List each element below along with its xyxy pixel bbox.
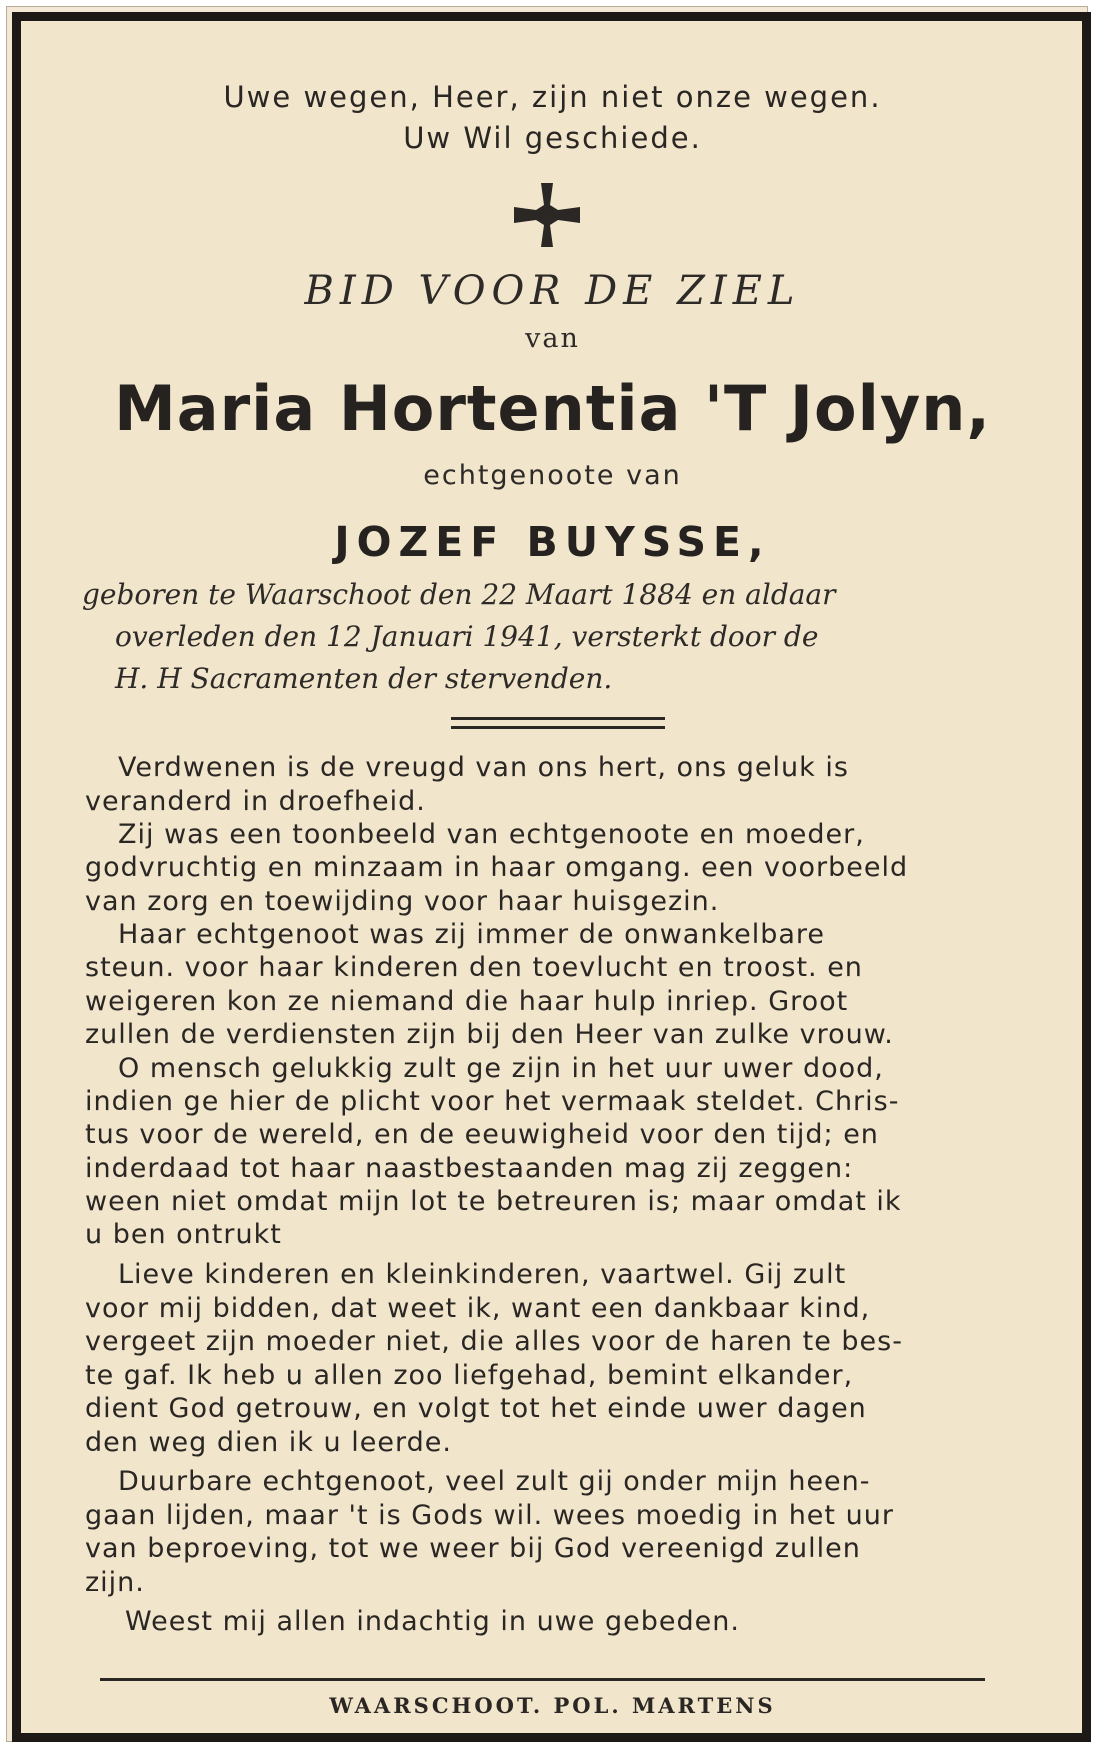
body-line: inderdaad tot haar naastbestaanden mag zij zeggen: <box>85 1153 854 1184</box>
body-line: te gaf. Ik heb u allen zoo liefgehad, bemint elkander, <box>85 1360 854 1391</box>
van-label: van <box>525 323 580 354</box>
body-line: u ben ontrukt <box>85 1219 282 1250</box>
body-line: ween niet omdat mijn lot te betreuren is; maar omdat ik <box>85 1186 902 1217</box>
body-line: Duurbare echtgenoot, veel zult gij onder mijn heen- <box>118 1466 871 1497</box>
body-line: vergeet zijn moeder niet, die alles voor de haren te bes- <box>85 1326 903 1357</box>
body-line: Zij was een toonbeeld van echtgenoote en moeder, <box>118 819 865 850</box>
body-line: zullen de verdiensten zijn bij den Heer van zulke vrouw. <box>85 1019 894 1050</box>
footer-rule <box>100 1678 985 1681</box>
double-rule-bottom <box>451 726 665 729</box>
body-line: den weg dien ik u leerde. <box>85 1427 452 1458</box>
body-line: Lieve kinderen en kleinkinderen, vaartwel. Gij zult <box>118 1259 847 1290</box>
heading-bid-voor-de-ziel: BID VOOR DE ZIEL <box>304 268 801 314</box>
spouse-label: echtgenoote van <box>423 460 682 491</box>
printer-imprint: WAARSCHOOT. POL. MARTENS <box>329 1693 776 1718</box>
birth-death-line: H. H Sacramenten der stervenden. <box>115 662 613 695</box>
body-line: O mensch gelukkig zult ge zijn in het uur uwer dood, <box>118 1053 884 1084</box>
body-line: indien ge hier de plicht voor het vermaak steldet. Chris- <box>85 1086 900 1117</box>
spouse-name: JOZEF BUYSSE, <box>334 518 771 566</box>
epigraph-line-1: Uwe wegen, Heer, zijn niet onze wegen. <box>223 80 882 114</box>
body-line: van zorg en toewijding voor haar huisgezin. <box>85 886 720 917</box>
deceased-name: Maria Hortentia 'T Jolyn, <box>114 372 991 445</box>
body-line: godvruchtig en minzaam in haar omgang. een voorbeeld <box>85 852 909 883</box>
body-line: tus voor de wereld, en de eeuwigheid voor den tijd; en <box>85 1119 879 1150</box>
body-line: zijn. <box>85 1567 145 1598</box>
birth-death-line: overleden den 12 Januari 1941, versterkt door de <box>115 620 819 653</box>
birth-death-line: geboren te Waarschoot den 22 Maart 1884 en aldaar <box>82 578 836 611</box>
body-line: Haar echtgenoot was zij immer de onwankelbare <box>118 919 826 950</box>
body-line: weigeren kon ze niemand die haar hulp inriep. Groot <box>85 986 849 1017</box>
body-line: van beproeving, tot we weer bij God vereenigd zullen <box>85 1533 861 1564</box>
body-line: veranderd in droefheid. <box>85 786 426 817</box>
cross-patee-icon <box>514 183 580 247</box>
body-line: steun. voor haar kinderen den toevlucht en troost. en <box>85 952 863 983</box>
body-line: dient God getrouw, en volgt tot het einde uwer dagen <box>85 1393 867 1424</box>
double-rule-top <box>451 717 665 720</box>
body-line: Weest mij allen indachtig in uwe gebeden. <box>125 1606 740 1637</box>
epigraph-line-2: Uw Wil geschiede. <box>403 121 702 155</box>
body-line: voor mij bidden, dat weet ik, want een dankbaar kind, <box>85 1293 871 1324</box>
body-line: Verdwenen is de vreugd van ons hert, ons geluk is <box>118 752 849 783</box>
body-line: gaan lijden, maar 't is Gods wil. wees moedig in het uur <box>85 1500 894 1531</box>
